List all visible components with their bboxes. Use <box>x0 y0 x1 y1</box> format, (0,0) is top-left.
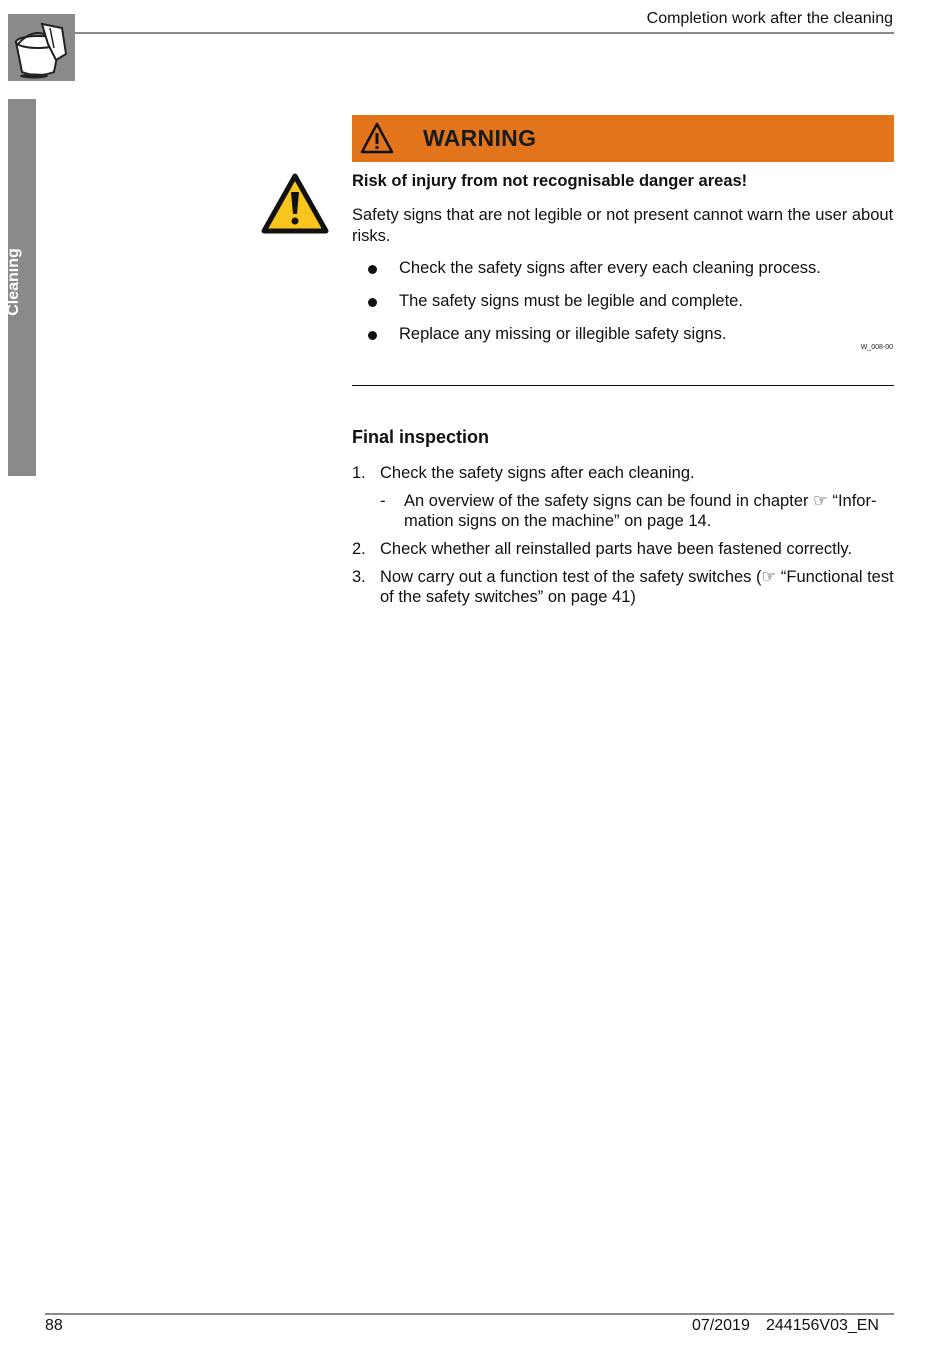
chapter-link[interactable]: An overview of the safety signs can be found in chapter ☞ “Infor- <box>404 492 877 510</box>
sub-step-marker: - <box>380 492 386 510</box>
page-number: 88 <box>45 1317 63 1334</box>
function-test-link[interactable]: Now carry out a function test of the safety switches (☞ “Functional test <box>380 568 894 586</box>
step-number: 3. <box>352 568 366 586</box>
function-test-link-continued[interactable]: of the safety switches” on page 41) <box>380 588 636 606</box>
sub-step-item <box>352 491 897 533</box>
step-item <box>352 463 897 485</box>
header-divider <box>75 32 894 34</box>
bullet-icon <box>368 298 377 307</box>
warning-sign-icon <box>261 173 329 240</box>
chapter-link-continued[interactable]: mation signs on the machine” on page 14. <box>404 512 712 530</box>
chapter-side-tab-label: Cleaning <box>5 248 22 316</box>
warning-divider <box>352 385 894 386</box>
warning-banner-label: WARNING <box>423 125 537 151</box>
page-header-title: Completion work after the cleaning <box>646 10 893 27</box>
section-title: Final inspection <box>352 427 490 447</box>
step-item <box>352 539 897 561</box>
step-number: 1. <box>352 464 366 482</box>
step-item <box>352 567 897 609</box>
bullet-icon <box>368 331 377 340</box>
warning-heading: Risk of injury from not recognisable danger areas! <box>352 172 748 190</box>
cleaning-bucket-icon <box>8 14 75 81</box>
warning-triangle-icon <box>360 122 394 159</box>
warning-code: W_008-00 <box>860 344 893 351</box>
step-text: Check the safety signs after each cleaning. <box>380 464 695 482</box>
bullet-text: The safety signs must be legible and complete. <box>399 292 743 310</box>
document-id: 244156V03_EN <box>766 1317 879 1334</box>
step-number: 2. <box>352 540 366 558</box>
step-text: Check whether all reinstalled parts have been fastened correctly. <box>380 540 853 558</box>
bullet-text: Replace any missing or illegible safety signs. <box>399 325 727 343</box>
warning-banner <box>352 115 894 162</box>
bullet-text: Check the safety signs after every each cleaning process. <box>399 259 821 277</box>
warning-text: Safety signs that are not legible or not present cannot warn the user about risks. <box>352 206 894 245</box>
bullet-icon <box>368 265 377 274</box>
document-date: 07/2019 <box>692 1317 750 1334</box>
footer-divider <box>45 1313 894 1315</box>
